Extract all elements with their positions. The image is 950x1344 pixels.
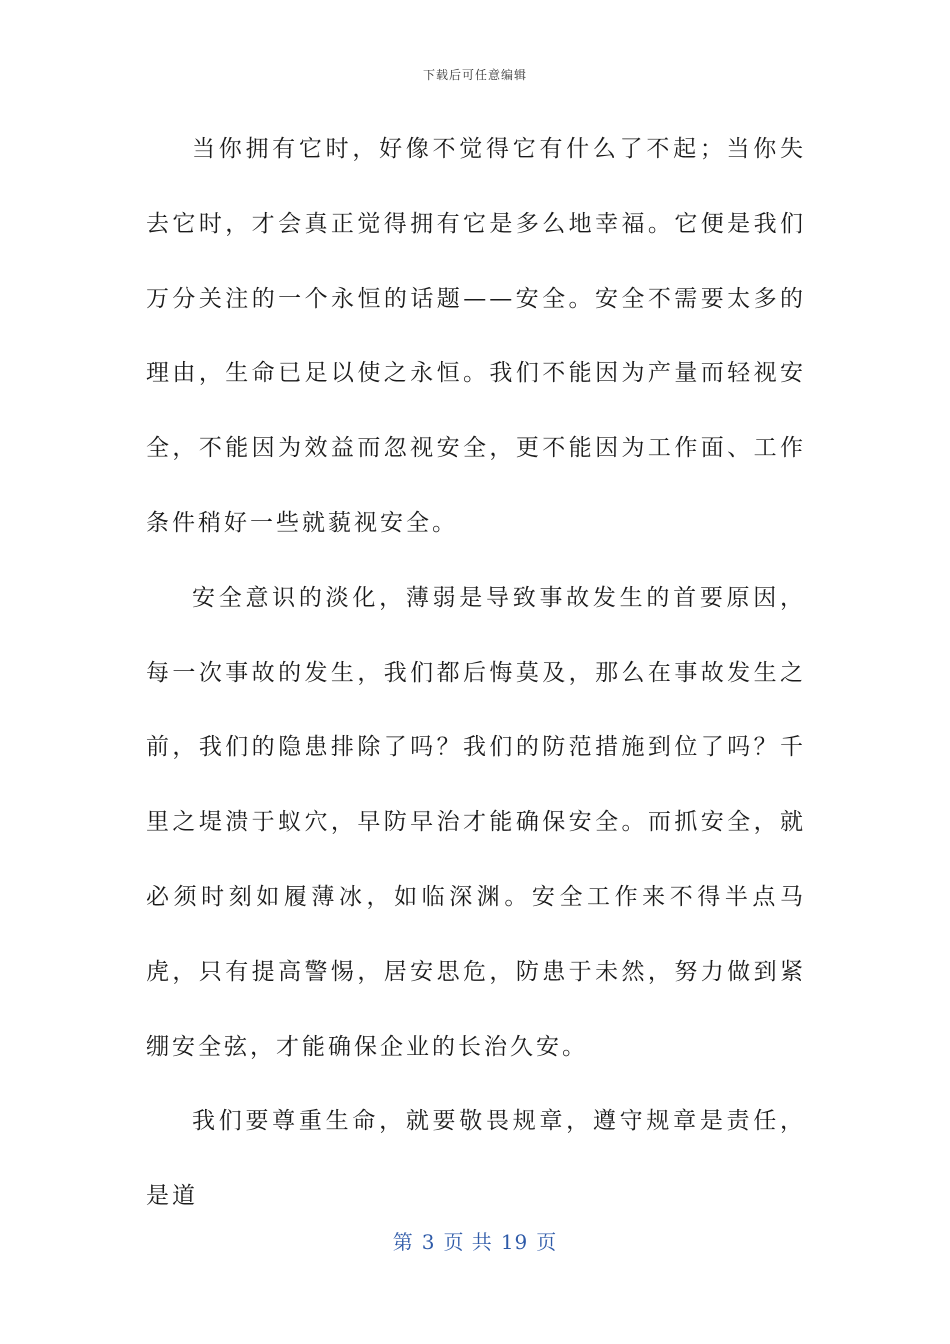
footer-prefix: 第: [392, 1230, 414, 1254]
footer-middle: 页 共: [443, 1230, 493, 1254]
footer-suffix: 页: [536, 1230, 558, 1254]
paragraph-3: 我们要尊重生命，就要敬畏规章，遵守规章是责任，是道: [146, 1108, 806, 1210]
footer-current-page: 3: [421, 1230, 436, 1254]
footer-total-pages: 19: [500, 1230, 529, 1254]
page-header: 下载后可任意编辑: [422, 68, 527, 82]
page-footer: [0, 1226, 950, 1255]
paragraph-2: 安全意识的淡化，薄弱是导致事故发生的首要原因，每一次事故的发生，我们都后悔莫及，那么在事故发生之前，我们的隐患排除了吗？我们的防范措施到位了吗？千里之堤溃于蚁穴，早防早治才能确保安全。而抓安全，就必须时刻如履薄冰，如临深渊。安全工作来不得半点马虎，只有提高警惕，居安思危，防患于未然，努力做到紧绷安全弦，才能确保企业的长治久安。: [146, 584, 806, 1060]
paragraph-1: 当你拥有它时，好像不觉得它有什么了不起；当你失去它时，才会真正觉得拥有它是多么地幸福。它便是我们万分关注的一个永恒的话题——安全。安全不需要太多的理由，生命已足以使之永恒。我们不能因为产量而轻视安全，不能因为效益而忽视安全，更不能因为工作面、工作条件稍好一些就藐视安全。: [146, 136, 806, 536]
document-body: [146, 112, 806, 1234]
